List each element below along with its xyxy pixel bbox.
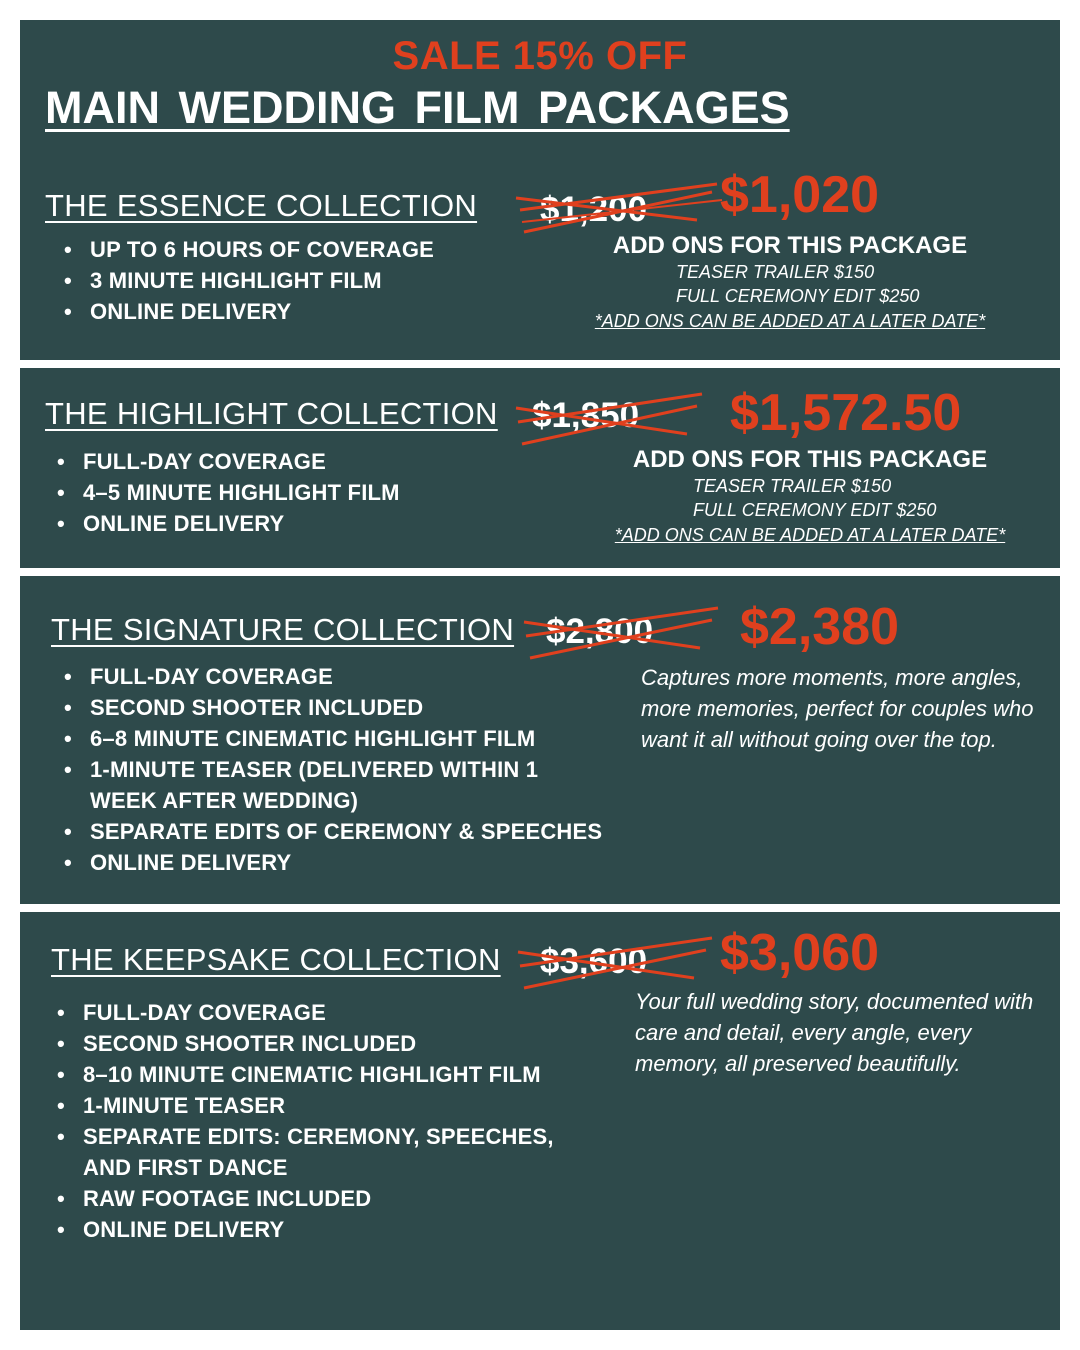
feature-item: • SECOND SHOOTER INCLUDED: [64, 692, 602, 723]
addon-item: FULL CEREMONY EDIT $250: [693, 500, 937, 520]
sale-banner: SALE 15% OFF: [392, 34, 688, 78]
addons-note: *ADD ONS CAN BE ADDED AT A LATER DATE*: [614, 525, 1006, 545]
bullet-icon: •: [64, 695, 72, 720]
sale-price: $2,380: [740, 598, 900, 656]
bullet-icon: •: [64, 726, 72, 751]
addons-block: [600, 446, 1020, 548]
addon-item: TEASER TRAILER $150: [676, 262, 875, 282]
addons-heading: ADD ONS FOR THIS PACKAGE: [632, 446, 988, 473]
addons-block: [580, 232, 1000, 334]
feature-list: [64, 234, 434, 327]
bullet-icon: •: [57, 1062, 65, 1087]
feature-item: • 1-MINUTE TEASER (DELIVERED WITHIN 1 WEEK AFTER WEDDING): [64, 754, 602, 816]
bullet-icon: •: [57, 1186, 65, 1211]
sale-price: $1,572.50: [730, 384, 962, 442]
essence-package-panel: [20, 20, 1060, 360]
feature-item: • FULL-DAY COVERAGE: [57, 997, 554, 1028]
feature-item: • 3 MINUTE HIGHLIGHT FILM: [64, 265, 434, 296]
bullet-icon: •: [57, 1124, 65, 1149]
bullet-icon: •: [57, 449, 65, 474]
bullet-icon: •: [64, 237, 72, 262]
addon-item: FULL CEREMONY EDIT $250: [676, 286, 920, 306]
feature-item: • ONLINE DELIVERY: [64, 847, 602, 878]
package-title: THE SIGNATURE COLLECTION: [51, 612, 515, 647]
bullet-icon: •: [64, 757, 72, 782]
feature-item: • 8–10 MINUTE CINEMATIC HIGHLIGHT FILM: [57, 1059, 554, 1090]
bullet-icon: •: [57, 1031, 65, 1056]
feature-item: • FULL-DAY COVERAGE: [64, 661, 602, 692]
bullet-icon: •: [57, 1217, 65, 1242]
addons-heading: ADD ONS FOR THIS PACKAGE: [612, 232, 968, 259]
bullet-icon: •: [64, 819, 72, 844]
feature-item: • 1-MINUTE TEASER: [57, 1090, 554, 1121]
package-description: Captures more moments, more angles, more memories, perfect for couples who want it all without going over the top.: [641, 665, 1034, 752]
feature-item: • 4–5 MINUTE HIGHLIGHT FILM: [57, 477, 400, 508]
bullet-icon: •: [64, 299, 72, 324]
bullet-icon: •: [57, 1093, 65, 1118]
keepsake-package-panel: [20, 912, 1060, 1330]
package-description: Your full wedding story, documented with care and detail, every angle, every memory, all preserved beautifully.: [635, 989, 1034, 1076]
original-price: $1,200: [540, 190, 648, 229]
bullet-icon: •: [64, 664, 72, 689]
feature-item: • SECOND SHOOTER INCLUDED: [57, 1028, 554, 1059]
page-title: MAIN WEDDING FILM PACKAGES: [45, 82, 790, 133]
package-title: THE ESSENCE COLLECTION: [45, 188, 478, 223]
bullet-icon: •: [57, 1000, 65, 1025]
package-title: THE KEEPSAKE COLLECTION: [51, 942, 501, 977]
feature-item: • ONLINE DELIVERY: [57, 508, 400, 539]
sale-price: $3,060: [720, 924, 880, 982]
addon-item: TEASER TRAILER $150: [693, 476, 892, 496]
addons-note: *ADD ONS CAN BE ADDED AT A LATER DATE*: [594, 311, 986, 331]
original-price: $3,600: [540, 942, 648, 981]
highlight-package-panel: [20, 368, 1060, 568]
feature-list: [57, 997, 554, 1245]
feature-item: • RAW FOOTAGE INCLUDED: [57, 1183, 554, 1214]
bullet-icon: •: [64, 268, 72, 293]
package-title: THE HIGHLIGHT COLLECTION: [45, 396, 498, 431]
sale-price: $1,020: [720, 166, 880, 224]
feature-item: • SEPARATE EDITS: CEREMONY, SPEECHES, AND FIRST DANCE: [57, 1121, 554, 1183]
feature-item: • 6–8 MINUTE CINEMATIC HIGHLIGHT FILM: [64, 723, 602, 754]
feature-item: • UP TO 6 HOURS OF COVERAGE: [64, 234, 434, 265]
feature-item: • SEPARATE EDITS OF CEREMONY & SPEECHES: [64, 816, 602, 847]
original-price: $2,800: [546, 612, 654, 651]
feature-list: [57, 446, 400, 539]
feature-item: • ONLINE DELIVERY: [64, 296, 434, 327]
original-price: $1,850: [532, 396, 640, 435]
feature-item: • ONLINE DELIVERY: [57, 1214, 554, 1245]
bullet-icon: •: [57, 480, 65, 505]
feature-list: [64, 661, 602, 878]
feature-item: • FULL-DAY COVERAGE: [57, 446, 400, 477]
signature-package-panel: [20, 576, 1060, 904]
bullet-icon: •: [64, 850, 72, 875]
bullet-icon: •: [57, 511, 65, 536]
